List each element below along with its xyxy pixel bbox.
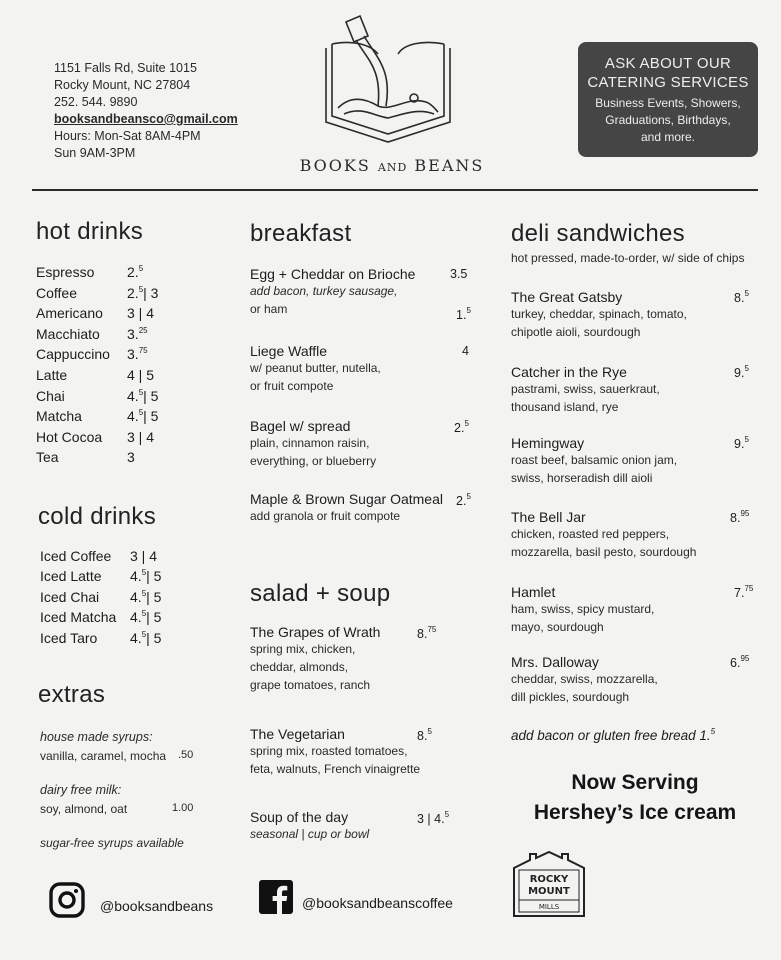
salad-item-grapes-of-wrath [250,624,437,694]
drink-price [130,609,161,625]
item-name: Liege Waffle [250,343,328,359]
breakfast-item-liege-waffle [250,343,469,395]
price-main: 4 | 5 [127,367,154,383]
item-desc: roast beef, balsamic onion jam, [511,453,678,467]
price-main: 4. [130,568,142,585]
item-desc: seasonal | cup or bowl [250,827,370,841]
price-main: 4. [130,629,142,646]
price-main: 3 | 4 [127,305,154,322]
price-main: 4. [127,387,139,404]
drink-name: Tea [36,449,59,466]
item-name: Hamlet [511,584,556,600]
address-block [54,60,238,162]
salad-soup-heading: salad + soup [250,580,391,607]
price-main: 8. [417,627,428,641]
item-price [456,492,471,508]
price-sup: 5 [466,492,471,501]
item-name: The Grapes of Wrath [250,624,381,640]
item-name: Maple & Brown Sugar Oatmeal [250,491,443,507]
price-sup: 95 [740,654,750,663]
drink-name: Iced Chai [40,588,100,605]
price-sup: 5 [744,364,749,373]
brand-word-beans: BEANS [414,156,485,175]
item-price [417,810,449,826]
item-price: 3.5 [450,267,468,281]
salad-item-vegetarian [250,726,432,778]
price-main: 3 [127,449,135,466]
price-main: 2. [127,264,139,280]
extras-heading: extras [38,681,106,708]
item-desc: w/ peanut butter, nutella, [250,361,381,375]
price-rest: | 5 [146,609,162,626]
catering-title-line1: ASK ABOUT OUR [604,55,732,72]
addon-price-main: 1. [456,308,467,322]
price-main: 6. [730,656,741,670]
drink-name: Iced Latte [40,568,102,585]
rocky-mount-mills-logo [512,848,586,920]
price-main: 3 | 4. [417,812,445,826]
price-sup: 75 [744,584,754,593]
item-name: Bagel w/ spread [250,418,351,434]
price-rest: | 5 [146,588,162,605]
item-desc: thousand island, rye [511,400,619,414]
price-main: 7. [734,586,745,600]
price-sup: 5 [138,408,144,418]
deli-addon [511,727,715,743]
item-desc: spring mix, chicken, [250,642,356,656]
instagram-handle[interactable]: @booksandbeans [100,898,214,914]
item-desc: cheddar, swiss, mozzarella, [511,672,658,686]
drink-price [127,429,154,445]
item-desc: turkey, cheddar, spinach, tomato, [511,307,687,321]
item-desc: add granola or fruit compote [250,509,401,523]
breakfast-heading: breakfast [250,220,352,247]
item-desc: mayo, sourdough [511,620,604,634]
item-desc: add bacon, turkey sausage, [250,284,398,298]
catering-badge [578,42,758,157]
price-main: 2. [127,284,139,301]
price-main: 4. [130,609,142,626]
price-main: 3. [127,346,139,363]
item-name: Catcher in the Rye [511,364,627,380]
item-price [730,509,749,525]
item-name: The Vegetarian [250,726,345,742]
hours-sunday: Sun 9AM-3PM [54,146,136,160]
price-sup: 75 [138,346,148,356]
rmm-line2: MOUNT [528,886,570,897]
price-sup: 5 [141,609,147,619]
phone[interactable]: 252. 544. 9890 [54,95,138,109]
item-price [734,435,749,451]
item-price [454,419,469,435]
drink-price [127,305,154,321]
price-main: 9. [734,437,745,451]
item-name: Mrs. Dalloway [511,654,599,670]
price-main: 8. [730,511,741,525]
price-sup: 5 [464,419,469,428]
item-price [734,289,749,305]
item-price [734,584,753,600]
book-coffee-logo [322,14,454,144]
drink-price [127,388,158,404]
breakfast-item-bagel [250,418,469,470]
item-price [730,654,749,670]
item-desc: dill pickles, sourdough [511,690,630,704]
deli-item [511,584,754,636]
drink-name: Matcha [36,408,82,425]
price-sup: 5 [141,568,147,578]
price-sup: 95 [740,509,750,518]
address-line1: 1151 Falls Rd, Suite 1015 [54,61,197,75]
price-sup: 5 [744,435,749,444]
facebook-icon[interactable] [259,880,293,914]
catering-title-line2: CATERING SERVICES [587,74,749,91]
brand-name [272,156,512,175]
drink-price [127,346,148,362]
price-sup: 5 [141,588,147,598]
price-rest: | 3 [143,284,159,301]
deli-heading: deli sandwiches [511,220,685,247]
breakfast-item-oatmeal [250,491,471,525]
drink-price [130,568,161,584]
item-name: Soup of the day [250,809,349,825]
drink-price [130,630,161,646]
deli-subtitle: hot pressed, made-to-order, w/ side of chips [511,251,745,265]
catering-sub-line2: Graduations, Birthdays, [605,113,731,127]
item-name: The Bell Jar [511,509,586,525]
brand-word-and: AND [377,161,408,174]
item-desc: chipotle aioli, sourdough [511,325,641,339]
price-main: 3 | 4 [127,428,154,445]
email-link[interactable]: booksandbeansco@gmail.com [54,112,238,126]
catering-title [578,54,758,92]
item-desc: everything, or blueberry [250,454,377,468]
price-main: 8. [734,291,745,305]
hours-weekday: Hours: Mon-Sat 8AM-4PM [54,129,201,143]
deli-item [511,435,749,487]
drink-name: Iced Taro [40,629,98,646]
price-rest: | 5 [143,387,159,404]
drink-name: Macchiato [36,325,100,342]
drink-price [127,285,158,301]
item-desc: or ham [250,302,288,316]
milk-price: 1.00 [172,802,194,814]
drink-price [127,408,158,424]
price-main: 4. [127,408,139,425]
now-serving-line2: Hershey’s Ice cream [533,801,737,824]
price-main: 4. [130,588,142,605]
addon-price-sup: 5 [466,306,471,315]
item-desc: plain, cinnamon raisin, [250,436,370,450]
deli-item [511,654,750,706]
item-price [417,727,432,743]
item-name: Egg + Cheddar on Brioche [250,266,416,282]
item-desc: spring mix, roasted tomatoes, [250,744,408,758]
sugar-free-note: sugar-free syrups available [40,836,184,850]
catering-sub-line3: and more. [640,130,696,144]
deli-item [511,289,749,341]
drink-name: Espresso [36,264,95,280]
price-main: 9. [734,366,745,380]
price-main: 8. [417,729,428,743]
syrups-list: vanilla, caramel, mocha [40,749,167,763]
item-name: Hemingway [511,435,585,451]
deli-item [511,364,749,416]
price-sup: 75 [427,625,437,634]
item-desc: ham, swiss, spicy mustard, [511,602,655,616]
drink-name: Iced Coffee [40,548,112,564]
drink-price [130,589,161,605]
catering-subtitle [578,95,758,146]
drink-price [127,264,143,280]
brand-word-books: BOOKS [299,156,371,175]
item-desc: or fruit compote [250,379,334,393]
item-desc: cheddar, almonds, [250,660,349,674]
item-desc: chicken, roasted red peppers, [511,527,670,541]
header-divider [32,189,758,191]
drink-price [127,367,154,383]
price-main: 2. [456,494,467,508]
item-desc: mozzarella, basil pesto, sourdough [511,545,697,559]
drink-name: Coffee [36,284,77,301]
price-main: 2. [454,421,465,435]
drink-name: Chai [36,387,65,404]
drink-price [127,449,135,465]
drink-name: Latte [36,367,68,383]
cold-drinks-heading: cold drinks [38,503,157,530]
drink-price [130,548,157,564]
item-desc: swiss, horseradish dill aioli [511,471,653,485]
item-price [417,625,436,641]
deli-addon-text: add bacon or gluten free bread 1. [511,728,711,743]
price-sup: 25 [138,325,148,335]
rmm-line1: ROCKY [529,874,569,885]
milk-label: dairy free milk: [40,783,122,797]
price-sup: 5 [427,727,432,736]
price-sup: 5 [744,289,749,298]
soup-of-the-day [250,809,450,843]
syrups-label: house made syrups: [40,730,153,744]
now-serving-line1: Now Serving [571,771,699,794]
rmm-line3: MILLS [538,903,560,911]
drink-price [127,326,148,342]
breakfast-item-egg-cheddar [250,266,471,322]
price-main: 3 | 4 [130,548,157,564]
catering-sub-line1: Business Events, Showers, [595,96,741,110]
facebook-handle[interactable]: @booksandbeanscoffee [302,895,453,911]
milk-list: soy, almond, oat [40,802,128,816]
drink-name: Americano [36,305,103,322]
syrups-price: .50 [178,749,194,761]
price-sup: 5 [138,284,144,294]
drink-name: Iced Matcha [40,609,117,626]
item-desc: grape tomatoes, ranch [250,678,371,692]
instagram-icon[interactable] [49,882,85,918]
deli-item [511,509,750,561]
price-rest: | 5 [143,408,159,425]
drink-name: Cappuccino [36,346,110,363]
item-desc: feta, walnuts, French vinaigrette [250,762,421,776]
price-main: 3. [127,325,139,342]
item-price: 4 [462,344,469,358]
hot-drinks-heading: hot drinks [36,218,144,245]
item-price [734,364,749,380]
price-sup: 5 [138,264,144,273]
price-sup: 5 [141,629,147,639]
addon-price [456,306,471,322]
now-serving [510,768,760,828]
address-line2: Rocky Mount, NC 27804 [54,78,191,92]
price-rest: | 5 [146,629,162,646]
price-sup: 5 [138,387,144,397]
price-sup: 5 [444,810,450,819]
drink-name: Hot Cocoa [36,428,103,445]
deli-addon-sup: 5 [710,727,716,736]
item-name: The Great Gatsby [511,289,623,305]
price-rest: | 5 [146,568,162,585]
item-desc: pastrami, swiss, sauerkraut, [511,382,660,396]
